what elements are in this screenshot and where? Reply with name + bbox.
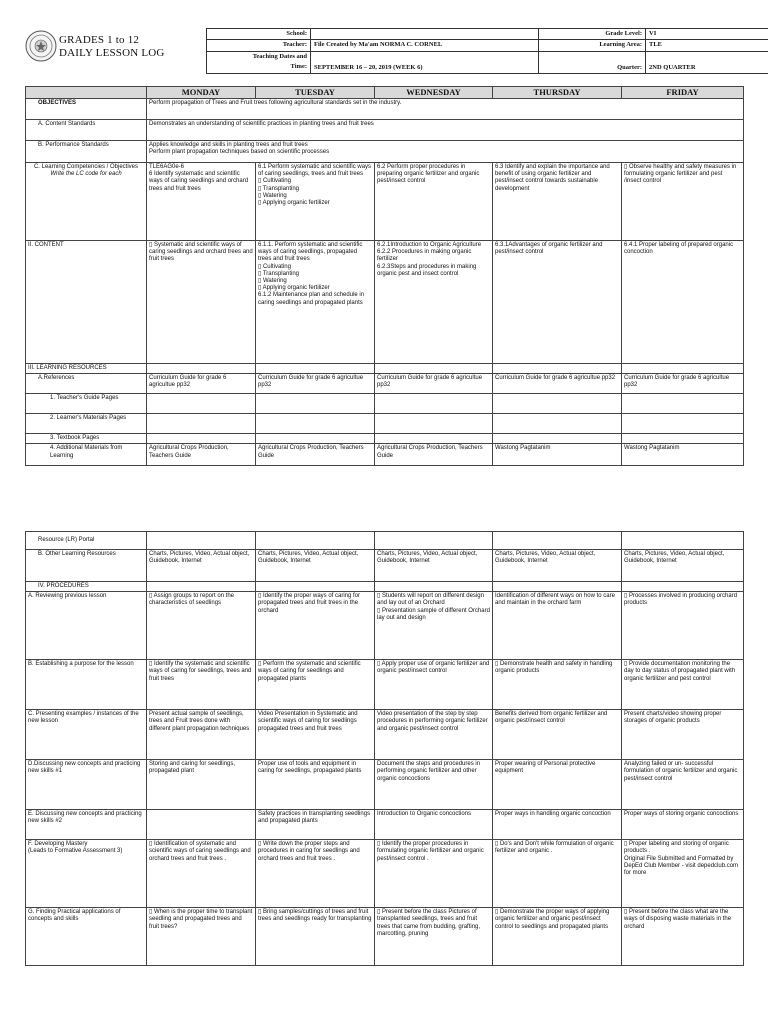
resources-cell-wed bbox=[375, 364, 493, 374]
row-f-friday: ▯ Proper labeling and storing of organic products . Original File Submitted and Formatted by DepEd Club Member - visit depedclub.com for more bbox=[622, 840, 744, 908]
row-e-thursday: Proper ways in handling organic concoction bbox=[493, 810, 622, 840]
row-e-label: E. Discussing new concepts and practicing new skills #2 bbox=[26, 810, 147, 840]
row-c-thursday: Benefits derived from organic fertilizer and organic pest/insect control bbox=[493, 710, 622, 760]
dates-value: SEPTEMBER 16 – 20, 2019 (WEEK 6) bbox=[311, 51, 539, 74]
row-a-monday: ▯ Assign groups to report on the characteristics of seedlings bbox=[147, 592, 256, 660]
teacher-value: File Created by Ma'am NORMA C. CORNEL bbox=[311, 40, 539, 51]
resources-cell-thu bbox=[493, 364, 622, 374]
other-thursday: Charts, Pictures, Video, Actual object, Guidebook, Internet bbox=[493, 550, 622, 582]
row-e-monday bbox=[147, 810, 256, 840]
additional-materials-label: 4. Additional Materials from Learning bbox=[26, 444, 147, 466]
header-info-table bbox=[206, 28, 768, 74]
dates-label-line2: Time: bbox=[290, 63, 307, 71]
learning-competencies-label bbox=[26, 163, 147, 241]
title-grades: GRADES 1 to 12 bbox=[59, 34, 140, 46]
grade-value: VI bbox=[646, 29, 768, 40]
area-value: TLE bbox=[646, 40, 768, 51]
content-monday: ▯ Systematic and scientific ways of caring seedlings and orchard trees and fruit trees bbox=[147, 241, 256, 364]
resources-label: III. LEARNING RESOURCES bbox=[26, 364, 147, 374]
day-header-friday: FRIDAY bbox=[622, 87, 744, 99]
row-c-friday: Present charts/video showing proper storages of organic products bbox=[622, 710, 744, 760]
content-friday: 6.4.1 Proper labeling of prepared organic concoction bbox=[622, 241, 744, 364]
other-wednesday: Charts, Pictures, Video, Actual object, Guidebook, Internet bbox=[375, 550, 493, 582]
row-b-friday: ▯ Provide documentation monitoring the day to day status of propagated plant with organic fertilizer and pest control bbox=[622, 660, 744, 710]
row-f-monday: ▯ Identification of systematic and scientific ways of caring seedlings and orchard trees and fruit trees . bbox=[147, 840, 256, 908]
lr-tue bbox=[256, 532, 375, 550]
objectives-label: OBJECTIVES bbox=[26, 99, 147, 120]
row-b-tuesday: ▯ Perform the systematic and scientific ways of caring for seedlings and propagated plants bbox=[256, 660, 375, 710]
day-header-tuesday: TUESDAY bbox=[256, 87, 375, 99]
tb-wed bbox=[375, 434, 493, 444]
row-e-wednesday: Introduction to Organic concoctions bbox=[375, 810, 493, 840]
references-friday: Curriculum Guide for grade 6 agricultue pp32 bbox=[622, 374, 744, 394]
school-label: School: bbox=[207, 29, 311, 40]
content-tuesday: 6.1.1. Perform systematic and scientific ways of caring seedlings, propagated trees and fruit trees ▯ Cultivating ▯ Transplanting ▯ Watering ▯ Applying organic fertilizer 6.1.2 Maintenance plan and schedule in caring seedlings and propagated plants bbox=[256, 241, 375, 364]
tb-fri bbox=[622, 434, 744, 444]
content-wednesday: 6.2.1Introduction to Organic Agriculture 6.2.2 Procedures in making organic fertilizer 6.2.3Steps and procedures in making organic pest and insect control bbox=[375, 241, 493, 364]
resources-cell-fri bbox=[622, 364, 744, 374]
lr-thu bbox=[493, 532, 622, 550]
row-a-friday: ▯ Processes involved in producing orchard products bbox=[622, 592, 744, 660]
lm-tue bbox=[256, 414, 375, 434]
dates-label bbox=[207, 51, 311, 74]
additional-wednesday: Agricultural Crops Production, Teachers Guide bbox=[375, 444, 493, 466]
additional-thursday: Wastong Pagtatanim bbox=[493, 444, 622, 466]
row-d-monday: Storing and caring for seedlings, propagated plant bbox=[147, 760, 256, 810]
lc-label-text: C. Learning Competencies / Objectives bbox=[33, 164, 139, 170]
row-g-monday: ▯ When is the proper time to transplant seedling and propagated trees and fruit trees? bbox=[147, 908, 256, 966]
row-c-wednesday: Video presentation of the step by step procedures in performing organic fertilizer and organic pest/insect control bbox=[375, 710, 493, 760]
area-label: Learning Area: bbox=[539, 40, 646, 51]
tb-tue bbox=[256, 434, 375, 444]
lr-mon bbox=[147, 532, 256, 550]
lesson-table-top bbox=[25, 86, 744, 466]
lc-friday: ▯ Observe healthy and safety measures in formulating organic fertilizer and pest /insect control bbox=[622, 163, 744, 241]
lesson-table-bottom bbox=[25, 531, 744, 966]
references-thursday: Curriculum Guide for grade 6 agricultue pp32 bbox=[493, 374, 622, 394]
proc-tue bbox=[256, 582, 375, 592]
row-b-monday: ▯ Identify the systematic and scientific ways of caring for seedlings, trees and fruit trees bbox=[147, 660, 256, 710]
row-d-friday: Analyzing failed or un- successful formulation of organic fertilizer and organic pest/insect control bbox=[622, 760, 744, 810]
day-header-wednesday: WEDNESDAY bbox=[375, 87, 493, 99]
grade-label: Grade Level: bbox=[539, 29, 646, 40]
tg-mon bbox=[147, 394, 256, 414]
procedures-label: IV. PROCEDURES bbox=[26, 582, 147, 592]
other-resources-label: B. Other Learning Resources bbox=[26, 550, 147, 582]
performance-standards-label: B. Performance Standards bbox=[26, 141, 147, 163]
row-g-tuesday: ▯ Bring samples/cuttings of trees and fruit trees and seedlings ready for transplanting bbox=[256, 908, 375, 966]
content-label: II. CONTENT bbox=[26, 241, 147, 364]
row-c-label: C. Presenting examples / instances of the new lesson bbox=[26, 710, 147, 760]
content-standards-value: Demonstrates an understanding of scientific practices in planting trees and fruit trees bbox=[147, 120, 744, 141]
resources-cell-mon bbox=[147, 364, 256, 374]
day-header-thursday: THURSDAY bbox=[493, 87, 622, 99]
lm-thu bbox=[493, 414, 622, 434]
row-d-thursday: Proper wearing of Personal protective equipment bbox=[493, 760, 622, 810]
deped-seal-icon bbox=[25, 30, 57, 62]
lm-fri bbox=[622, 414, 744, 434]
textbook-pages-label: 3. Textbook Pages bbox=[26, 434, 147, 444]
corner-cell bbox=[26, 87, 147, 99]
other-friday: Charts, Pictures, Video, Actual object, Guidebook, Internet bbox=[622, 550, 744, 582]
content-standards-label: A. Content Standards bbox=[26, 120, 147, 141]
additional-tuesday: Agricultural Crops Production, Teachers Guide bbox=[256, 444, 375, 466]
lc-thursday: 6.3 Identify and explain the importance and benefit of using organic fertilizer and pest/insect control towards sustainable development bbox=[493, 163, 622, 241]
school-value bbox=[311, 29, 539, 40]
row-b-thursday: ▯ Demonstrate health and safety in handling organic products bbox=[493, 660, 622, 710]
references-wednesday: Curriculum Guide for grade 6 agricultue pp32 bbox=[375, 374, 493, 394]
row-a-tuesday: ▯ Identify the proper ways of caring for propagated trees and fruit trees in the orchard bbox=[256, 592, 375, 660]
other-monday: Charts, Pictures, Video, Actual object, Guidebook, Internet bbox=[147, 550, 256, 582]
proc-fri bbox=[622, 582, 744, 592]
quarter-value: 2ND QUARTER bbox=[646, 51, 768, 74]
lc-wednesday: 6.2 Perform proper procedures in preparing organic fertilizer and organic pest/insect control bbox=[375, 163, 493, 241]
row-b-wednesday: ▯ Apply proper use of organic fertilizer and organic pest/insect control bbox=[375, 660, 493, 710]
row-a-thursday: Identification of different ways on how to care and maintain in the orchard farm bbox=[493, 592, 622, 660]
teachers-guide-label: 1. Teacher's Guide Pages bbox=[26, 394, 147, 414]
row-e-tuesday: Safety practices in transplanting seedlings and propagated plants bbox=[256, 810, 375, 840]
row-g-friday: ▯ Present before the class what are the ways of disposing waste materials in the orchard bbox=[622, 908, 744, 966]
dates-label-line1: Teaching Dates and bbox=[252, 53, 307, 61]
row-c-tuesday: Video Presentation in Systematic and scientific ways of caring for seedlings propagated trees and fruit trees bbox=[256, 710, 375, 760]
tg-fri bbox=[622, 394, 744, 414]
resources-cell-tue bbox=[256, 364, 375, 374]
lc-monday: TLE6AG0e-6 6 Identify systematic and scientific ways of caring seedlings and orchard trees and fruit trees bbox=[147, 163, 256, 241]
references-label: A.References bbox=[26, 374, 147, 394]
learners-materials-label: 2. Learner's Materials Pages bbox=[26, 414, 147, 434]
performance-standards-value: Applies knowledge and skills in planting trees and fruit trees Perform plant propagation techniques based on scientific processes bbox=[147, 141, 744, 163]
other-tuesday: Charts, Pictures, Video, Actual object, Guidebook, Internet bbox=[256, 550, 375, 582]
tg-thu bbox=[493, 394, 622, 414]
content-thursday: 6.3.1Advantages of organic fertilizer and pest/insect control bbox=[493, 241, 622, 364]
tb-mon bbox=[147, 434, 256, 444]
row-f-thursday: ▯ Do's and Don't while formulation of organic fertilizer and organic . bbox=[493, 840, 622, 908]
proc-thu bbox=[493, 582, 622, 592]
proc-mon bbox=[147, 582, 256, 592]
lr-fri bbox=[622, 532, 744, 550]
row-c-monday: Present actual sample of seedlings, trees and Fruit trees done with different plant propagation techniques bbox=[147, 710, 256, 760]
references-monday: Curriculum Guide for grade 6 agricultue pp32 bbox=[147, 374, 256, 394]
tg-wed bbox=[375, 394, 493, 414]
quarter-label: Quarter: bbox=[539, 51, 646, 74]
teacher-label: Teacher: bbox=[207, 40, 311, 51]
row-d-wednesday: Document the steps and procedures in performing organic fertilizer and other organic concoctions bbox=[375, 760, 493, 810]
lc-sub-text: Write the LC code for each bbox=[50, 171, 122, 178]
row-a-label: A. Reviewing previous lesson bbox=[26, 592, 147, 660]
title-daily-lesson-log: DAILY LESSON LOG bbox=[59, 47, 165, 59]
row-g-wednesday: ▯ Present before the class Pictures of transplanted seedlings, trees and fruit trees that came from budding, grafting, marcotting, pruning bbox=[375, 908, 493, 966]
objectives-value: Perform propagation of Trees and Fruit trees following agricultural standards set in the industry. bbox=[147, 99, 744, 120]
row-g-thursday: ▯ Demonstrate the proper ways of applying organic fertilizer and organic pest/insect control to seedlings and propagated plants bbox=[493, 908, 622, 966]
lr-portal-label: Resource (LR) Portal bbox=[26, 532, 147, 550]
row-e-friday: Proper ways of storing organic concoctions bbox=[622, 810, 744, 840]
day-header-monday: MONDAY bbox=[147, 87, 256, 99]
row-d-label: D.Discussing new concepts and practicing new skills #1 bbox=[26, 760, 147, 810]
lm-mon bbox=[147, 414, 256, 434]
row-f-label: F. Developing Mastery (Leads to Formative Assessment 3) bbox=[26, 840, 147, 908]
row-a-wednesday: ▯ Students will report on different design and lay out of an Orchard ▯ Presentation sample of different Orchard lay out and design bbox=[375, 592, 493, 660]
proc-wed bbox=[375, 582, 493, 592]
additional-monday: Agricultural Crops Production, Teachers Guide bbox=[147, 444, 256, 466]
row-f-wednesday: ▯ Identify the proper procedures in formulating organic fertilizer and organic pest/insect control . bbox=[375, 840, 493, 908]
lr-wed bbox=[375, 532, 493, 550]
row-f-tuesday: ▯ Write down the proper steps and procedures in caring for seedlings and orchard trees and fruit trees . bbox=[256, 840, 375, 908]
tg-tue bbox=[256, 394, 375, 414]
row-d-tuesday: Proper use of tools and equipment in caring for seedlings, propagated plants bbox=[256, 760, 375, 810]
lm-wed bbox=[375, 414, 493, 434]
lc-tuesday: 6.1 Perform systematic and scientific ways of caring seedlings, trees and fruit trees ▯ Cultivating ▯ Transplanting ▯ Watering ▯ Applying organic fertilizer bbox=[256, 163, 375, 241]
tb-thu bbox=[493, 434, 622, 444]
header bbox=[25, 28, 743, 74]
references-tuesday: Curriculum Guide for grade 6 agricultue pp32 bbox=[256, 374, 375, 394]
additional-friday: Wastong Pagtatanim bbox=[622, 444, 744, 466]
row-b-label: B. Establishing a purpose for the lesson bbox=[26, 660, 147, 710]
row-g-label: G. Finding Practical applications of concepts and skills bbox=[26, 908, 147, 966]
